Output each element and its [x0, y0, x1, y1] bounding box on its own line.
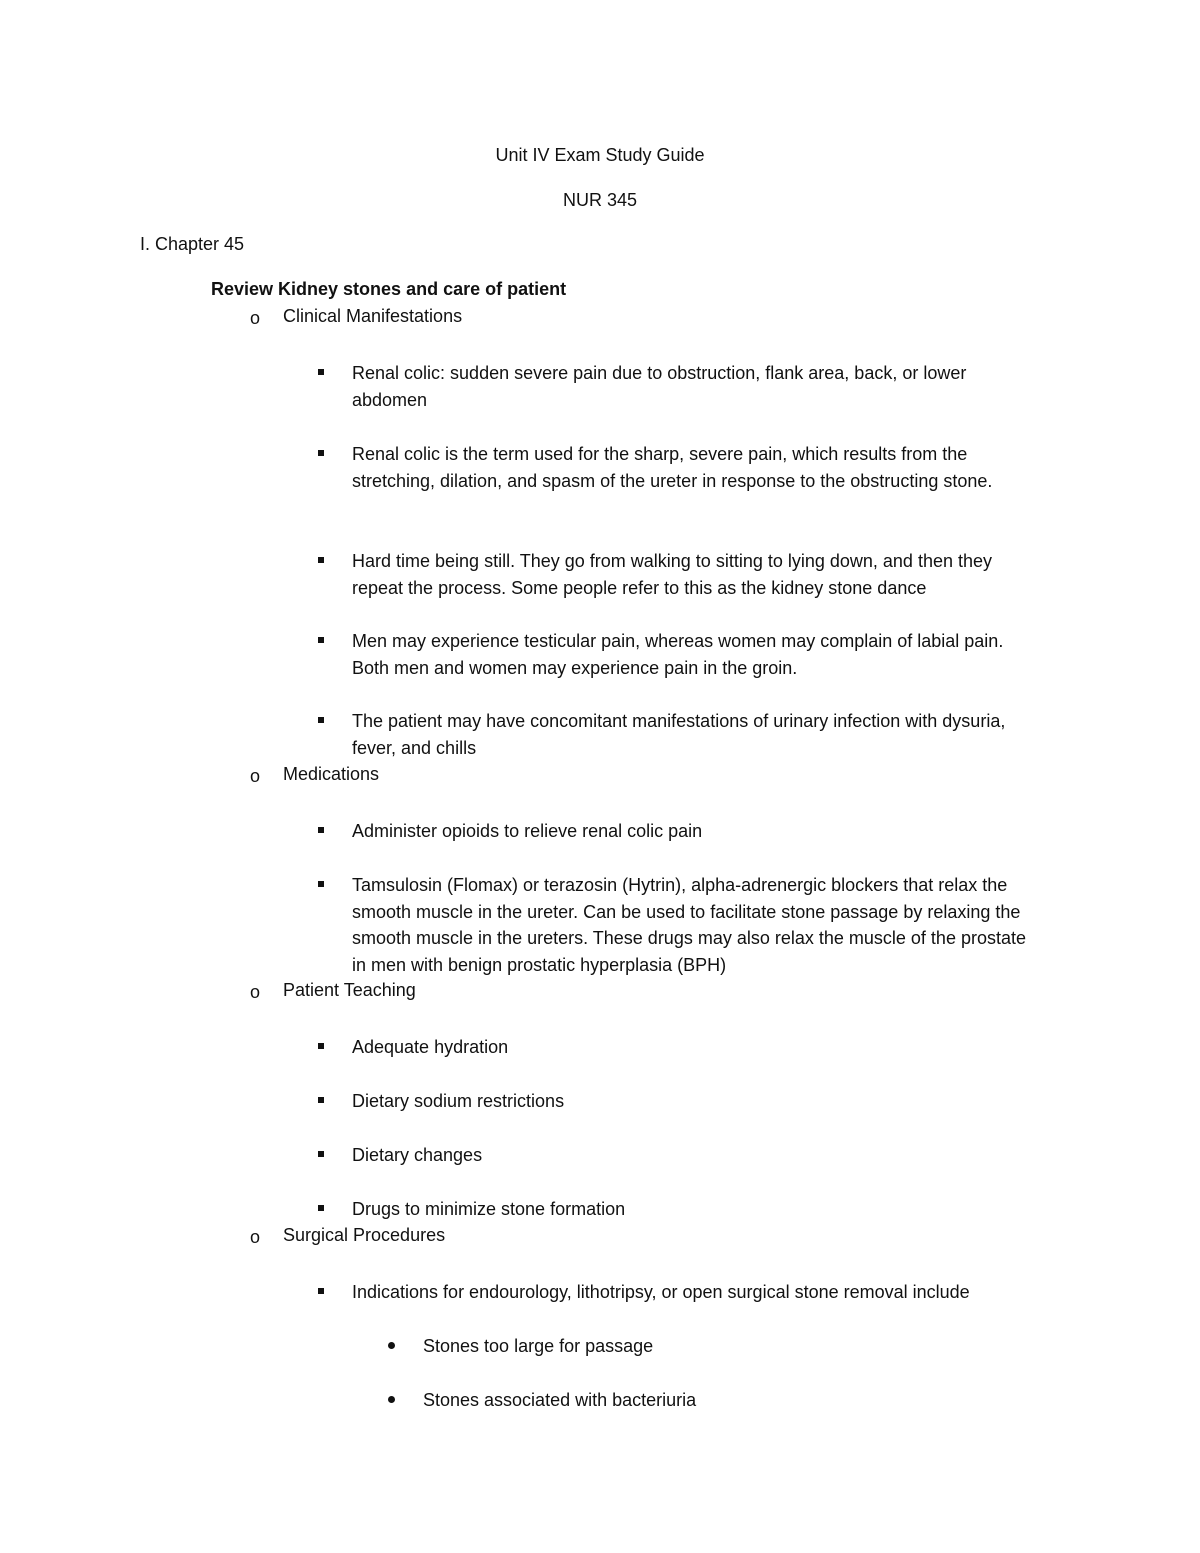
medication-item-1: Administer opioids to relieve renal colic pain — [352, 821, 703, 841]
teaching-item-1: Adequate hydration — [352, 1037, 509, 1057]
square-bullet — [318, 369, 324, 375]
teaching-heading: Patient Teaching — [283, 980, 416, 1000]
surgical-heading: Surgical Procedures — [283, 1225, 446, 1245]
square-bullet — [318, 637, 324, 643]
square-bullet — [318, 1151, 324, 1157]
list-marker: o — [250, 982, 261, 1002]
teaching-item-2: Dietary sodium restrictions — [352, 1091, 565, 1111]
round-bullet — [388, 1342, 395, 1349]
square-bullet — [318, 450, 324, 456]
surgical-subitem-2: Stones associated with bacteriuria — [423, 1390, 697, 1410]
round-bullet — [388, 1396, 395, 1403]
section-heading: I. Chapter 45 — [140, 234, 245, 254]
medication-item-2: Tamsulosin (Flomax) or terazosin (Hytrin), alpha-adrenergic blockers that relax the smooth muscle in the ureter. Can be used to facilitate stone passage by relaxing the smooth muscle in the ureters. These drugs may also relax the muscle of the prostate in men with benign prostatic hyperplasia (BPH) — [352, 875, 1026, 975]
square-bullet — [318, 1205, 324, 1211]
topic-heading: Review Kidney stones and care of patient — [211, 279, 567, 299]
square-bullet — [318, 557, 324, 563]
surgical-subitem-1: Stones too large for passage — [423, 1336, 654, 1356]
clinical-heading: Clinical Manifestations — [283, 306, 463, 326]
square-bullet — [318, 1097, 324, 1103]
square-bullet — [318, 717, 324, 723]
surgical-item-1: Indications for endourology, lithotripsy, or open surgical stone removal include — [352, 1282, 970, 1302]
clinical-item-5: The patient may have concomitant manifestations of urinary infection with dysuria, fever, and chills — [352, 711, 1006, 758]
clinical-item-4: Men may experience testicular pain, whereas women may complain of labial pain. Both men and women may experience pain in the groin. — [352, 631, 1004, 678]
document-title: Unit IV Exam Study Guide — [495, 145, 705, 165]
clinical-item-3: Hard time being still. They go from walking to sitting to lying down, and then they repeat the process. Some people refer to this as the kidney stone dance — [352, 551, 993, 598]
medications-heading: Medications — [283, 764, 380, 784]
clinical-item-2: Renal colic is the term used for the sharp, severe pain, which results from the stretching, dilation, and spasm of the ureter in response to the obstructing stone. — [352, 444, 993, 491]
square-bullet — [318, 881, 324, 887]
square-bullet — [318, 1288, 324, 1294]
teaching-item-4: Drugs to minimize stone formation — [352, 1199, 626, 1219]
square-bullet — [318, 827, 324, 833]
clinical-item-1: Renal colic: sudden severe pain due to obstruction, flank area, back, or lower abdomen — [352, 363, 967, 410]
list-marker: o — [250, 766, 261, 786]
teaching-item-3: Dietary changes — [352, 1145, 483, 1165]
square-bullet — [318, 1043, 324, 1049]
list-marker: o — [250, 1227, 261, 1247]
list-marker: o — [250, 308, 261, 328]
course-code: NUR 345 — [562, 190, 638, 210]
